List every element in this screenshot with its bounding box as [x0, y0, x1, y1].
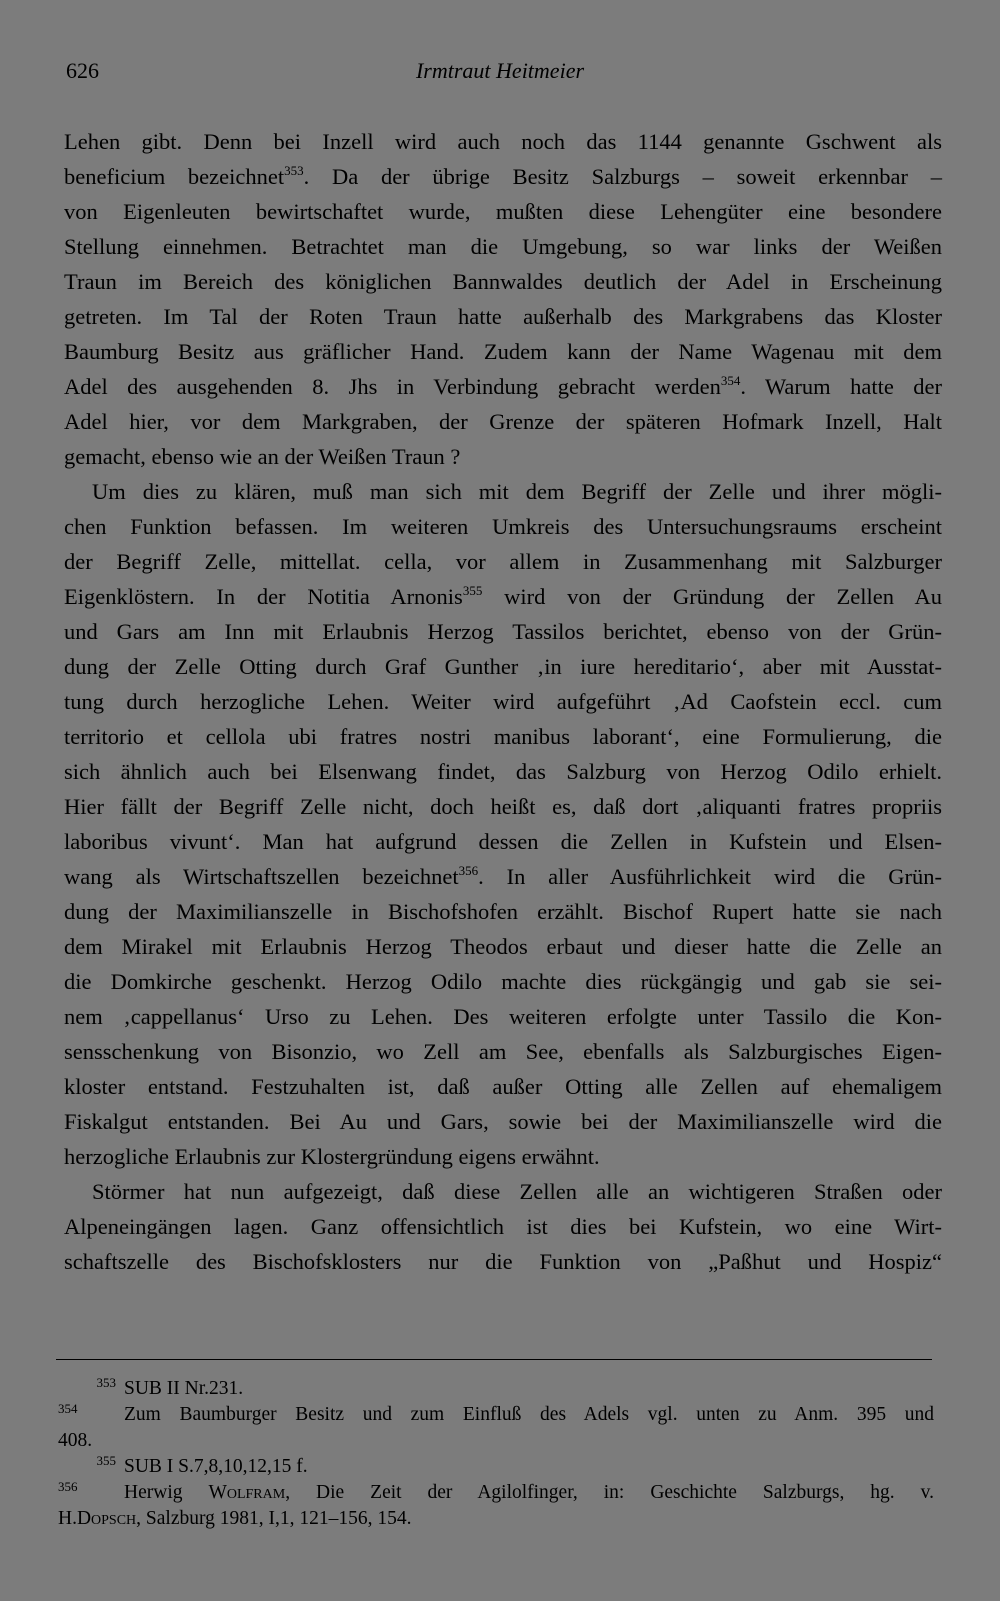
footnote-ref: 353: [284, 163, 304, 178]
text-line: beneficium bezeichnet$^{353}$. Da der übrige Besitz Salzburgs – soweit erkennbar –: [64, 163, 942, 189]
text-line: sich ähnlich auch bei Elsenwang findet, das Salzburg von Herzog Odilo erhielt.: [64, 759, 942, 784]
footnote-354-continued: 408.: [58, 1430, 93, 1451]
text-line: Adel des ausgehenden 8. Jhs in Verbindung gebracht werden$^{354}$. Warum hatte der: [64, 373, 942, 399]
text-line: kloster entstand. Festzuhalten ist, daß außer Otting alle Zellen auf ehemaligem: [64, 1074, 942, 1099]
text-line: Fiskalgut entstanden. Bei Au und Gars, sowie bei der Maximilianszelle wird die: [64, 1109, 942, 1134]
text-line: und Gars am Inn mit Erlaubnis Herzog Tassilos berichtet, ebenso von der Grün-: [64, 619, 942, 644]
text-line: Stellung einnehmen. Betrachtet man die Umgebung, so war links der Weißen: [64, 234, 942, 259]
footnote-ref: 355: [462, 583, 483, 598]
text-line: territorio et cellola ubi fratres nostri manibus laborant‘, eine Formulierung, die: [64, 724, 942, 749]
text-line: tung durch herzogliche Lehen. Weiter wird aufgeführt ‚Ad Caofstein eccl. cum: [64, 689, 942, 714]
page-header: [66, 58, 934, 88]
text-line: Traun im Bereich des königlichen Bannwaldes deutlich der Adel in Erscheinung: [64, 269, 942, 294]
page-number: 626: [66, 58, 99, 83]
editor-name: H.Dopsch: [58, 1508, 137, 1529]
footnote-ref: 356: [458, 863, 479, 878]
text-line: Alpeneingängen lagen. Ganz offensichtlich ist dies bei Kufstein, wo eine Wirt-: [64, 1214, 942, 1239]
text-line: dung der Maximilianszelle in Bischofshofen erzählt. Bischof Rupert hatte sie nach: [64, 899, 942, 924]
footnotes: [58, 1376, 934, 1532]
footnote-rule: [56, 1359, 932, 1360]
footnote-356: 356 Herwig Wolfram, Die Zeit der Agilolfinger, in: Geschichte Salzburgs, hg. v.: [58, 1479, 934, 1503]
text-line: laboribus vivunt‘. Man hat aufgrund dessen die Zellen in Kufstein und Elsen-: [64, 829, 942, 854]
footnote-ref: 354: [720, 373, 741, 388]
text-line: gemacht, ebenso wie an der Weißen Traun ?: [64, 444, 461, 469]
text-line: getreten. Im Tal der Roten Traun hatte außerhalb des Markgrabens das Kloster: [64, 304, 942, 329]
text-line: schaftszelle des Bischofsklosters nur die Funktion von „Paßhut und Hospiz“: [64, 1249, 942, 1274]
text-line: Eigenklöstern. In der Notitia Arnonis$^{355}$ wird von der Gründung der Zellen Au: [64, 583, 942, 609]
text-line: die Domkirche geschenkt. Herzog Odilo machte dies rückgängig und gab sie sei-: [64, 969, 942, 994]
text-line: Störmer hat nun aufgezeigt, daß diese Zellen alle an wichtigeren Straßen oder: [92, 1179, 942, 1204]
text-line: Um dies zu klären, muß man sich mit dem Begriff der Zelle und ihrer mögli-: [92, 479, 942, 504]
author-name: Wolfram: [208, 1482, 286, 1503]
text-line: Lehen gibt. Denn bei Inzell wird auch noch das 1144 genannte Gschwent als: [64, 129, 942, 154]
text-line: dem Mirakel mit Erlaubnis Herzog Theodos erbaut und dieser hatte die Zelle an: [64, 934, 942, 959]
body-text: [64, 124, 942, 1279]
text-line: dung der Zelle Otting durch Graf Gunther ‚in iure hereditario‘, aber mit Ausstat-: [64, 654, 942, 679]
text-line: herzogliche Erlaubnis zur Klostergründung eigens erwähnt.: [64, 1144, 600, 1169]
text-line: Baumburg Besitz aus gräflicher Hand. Zudem kann der Name Wagenau mit dem: [64, 339, 942, 364]
text-line: chen Funktion befassen. Im weiteren Umkreis des Untersuchungsraums erscheint: [64, 514, 942, 539]
running-head: Irmtraut Heitmeier: [415, 58, 585, 83]
text-line: nem ‚cappellanus‘ Urso zu Lehen. Des weiteren erfolgte unter Tassilo die Kon-: [64, 1004, 942, 1029]
footnote-354: 354 Zum Baumburger Besitz und zum Einfluß des Adels vgl. unten zu Anm. 395 und: [58, 1401, 934, 1425]
text-line: Adel hier, vor dem Markgraben, der Grenze der späteren Hofmark Inzell, Halt: [64, 409, 942, 434]
text-line: sensschenkung von Bisonzio, wo Zell am See, ebenfalls als Salzburgisches Eigen-: [64, 1039, 942, 1064]
text-line: Hier fällt der Begriff Zelle nicht, doch heißt es, daß dort ‚aliquanti fratres propriis: [64, 794, 942, 819]
text-line: der Begriff Zelle, mittellat. cella, vor allem in Zusammenhang mit Salzburger: [64, 549, 942, 574]
footnote-356-continued: H.Dopsch, Salzburg 1981, I,1, 121–156, 154.: [58, 1508, 412, 1529]
text-line: von Eigenleuten bewirtschaftet wurde, mußten diese Lehengüter eine besondere: [64, 199, 942, 224]
text-line: wang als Wirtschaftszellen bezeichnet$^{356}$. In aller Ausführlichkeit wird die Grün-: [64, 863, 942, 889]
footnote-355: 355 SUB I S.7,8,10,12,15 f.: [96, 1453, 308, 1477]
footnote-353: 353 SUB II Nr.231.: [96, 1375, 244, 1399]
